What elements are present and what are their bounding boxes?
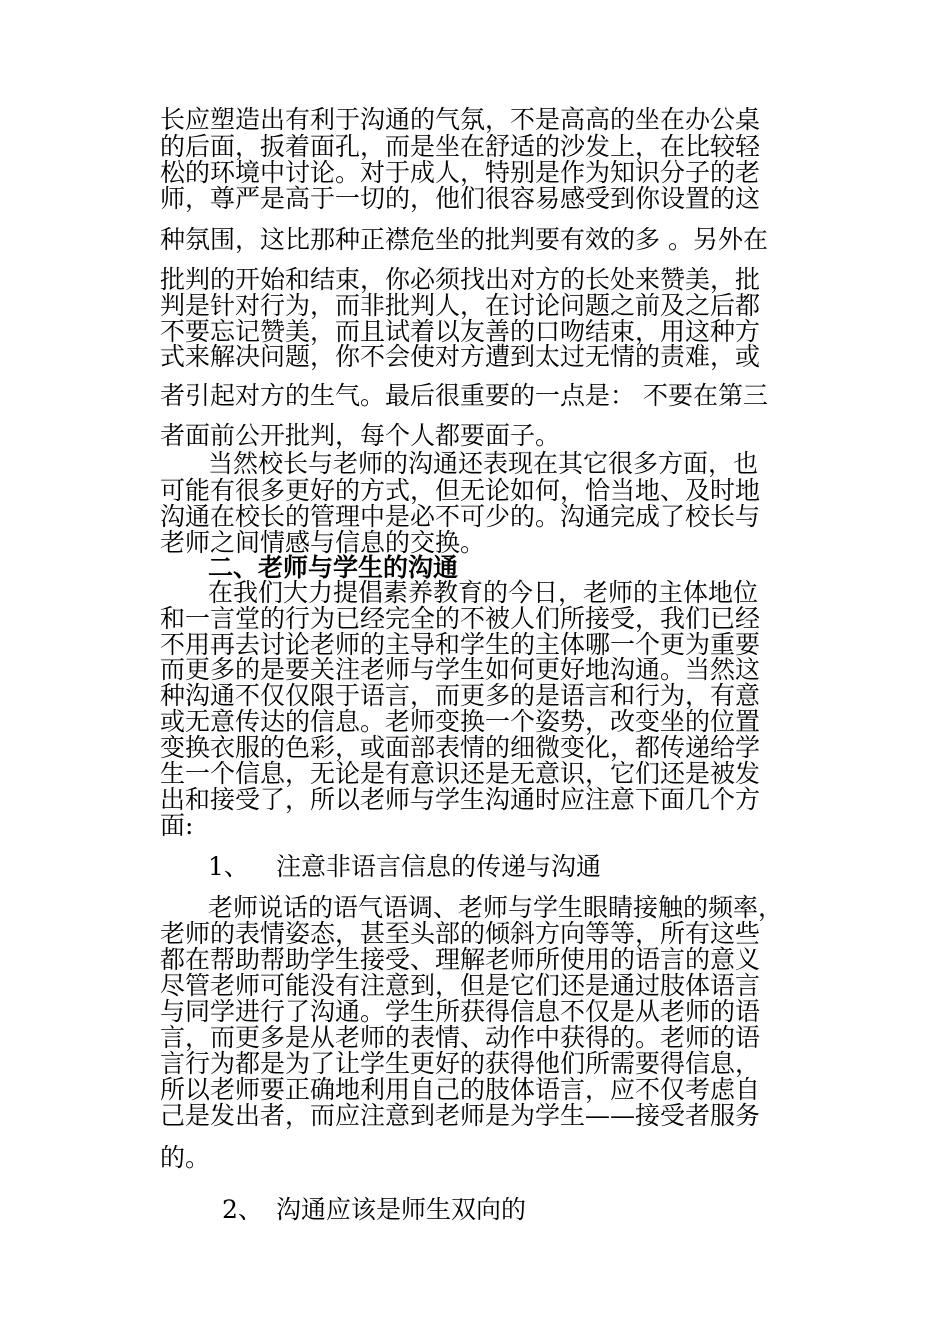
paragraph-line: 生一个信息，无论是有意识还是无意识，它们还是被发 [160,759,761,788]
list-number: 1、 [208,852,249,881]
paragraph-line: 不用再去讨论老师的主导和学生的主体哪一个更为重要 [160,630,761,659]
paragraph-line: 的。 [160,1143,211,1172]
paragraph-line: 变换衣服的色彩，或面部表情的细微变化，都传递给学 [160,733,761,762]
paragraph-line: 而更多的是要关注老师与学生如何更好地沟通。当然这 [160,655,761,684]
paragraph-line: 与同学进行了沟通。学生所获得信息不仅是从老师的语 [160,997,761,1026]
paragraph-line: 者面前公开批判，每个人都要面子。 [160,421,561,450]
paragraph-line: 可能有很多更好的方式，但无论如何，恰当地、及时地 [160,476,761,505]
paragraph-line: 的后面，扳着面孔，而是坐在舒适的沙发上，在比较轻 [160,132,761,161]
paragraph-line: 不要忘记赞美，而且试着以友善的口吻结束，用这种方 [160,317,761,346]
paragraph-line: 种氛围，这比那种正襟危坐的批判要有效的多 。另外在 [160,225,768,254]
paragraph-line: 当然校长与老师的沟通还表现在其它很多方面，也 [208,449,759,478]
paragraph-line: 都在帮助帮助学生接受、理解老师所使用的语言的意义 [160,945,761,974]
paragraph-line: 己是发出者，而应注意到老师是为学生——接受者服务 [160,1101,761,1130]
paragraph-line: 判是针对行为，而非批判人，在讨论问题之前及之后都 [160,291,761,320]
paragraph-line: 在我们大力提倡素养教育的今日，老师的主体地位 [208,578,759,607]
paragraph-line: 老师说话的语气语调、老师与学生眼睛接触的频率， [208,893,784,922]
paragraph-line: 种沟通不仅仅限于语言，而更多的是语言和行为，有意 [160,681,761,710]
paragraph-line: 长应塑造出有利于沟通的气氛，不是高高的坐在办公桌 [160,105,761,134]
paragraph-line: 师，尊严是高于一切的，他们很容易感受到你设置的这 [160,184,761,213]
paragraph-line: 尽管老师可能没有注意到，但是它们还是通过肢体语言 [160,971,761,1000]
paragraph-line: 所以老师要正确地利用自己的肢体语言，应不仅考虑自 [160,1075,761,1104]
paragraph-line: 言行为都是为了让学生更好的获得他们所需要得信息， [160,1049,761,1078]
paragraph-line: 或无意传达的信息。老师变换一个姿势，改变坐的位置 [160,707,761,736]
paragraph-line: 者引起对方的生气。最后很重要的一点是： 不要在第三 [160,381,768,410]
paragraph-line: 出和接受了，所以老师与学生沟通时应注意下面几个方 [160,785,761,814]
list-item-title: 注意非语言信息的传递与沟通 [276,852,602,881]
section-heading: 二、老师与学生的沟通 [208,553,459,582]
paragraph-line: 言，而更多是从老师的表情、动作中获得的。老师的语 [160,1023,761,1052]
list-item-title: 沟通应该是师生双向的 [276,1195,527,1224]
list-number: 2、 [222,1195,263,1224]
paragraph-line: 老师的表情姿态，甚至头部的倾斜方向等等，所有这些 [160,919,761,948]
paragraph-line: 式来解决问题，你不会使对方遭到太过无情的责难，或 [160,342,761,371]
paragraph-line: 沟通在校长的管理中是必不可少的。沟通完成了校长与 [160,502,761,531]
paragraph-line: 面: [160,811,194,840]
paragraph-line: 和一言堂的行为已经完全的不被人们所接受，我们已经 [160,604,761,633]
paragraph-line: 老师之间情感与信息的交换。 [160,528,486,557]
paragraph-line: 批判的开始和结束，你必须找出对方的长处来赞美，批 [160,265,761,294]
paragraph-line: 松的环境中讨论。对于成人，特别是作为知识分子的老 [160,158,761,187]
